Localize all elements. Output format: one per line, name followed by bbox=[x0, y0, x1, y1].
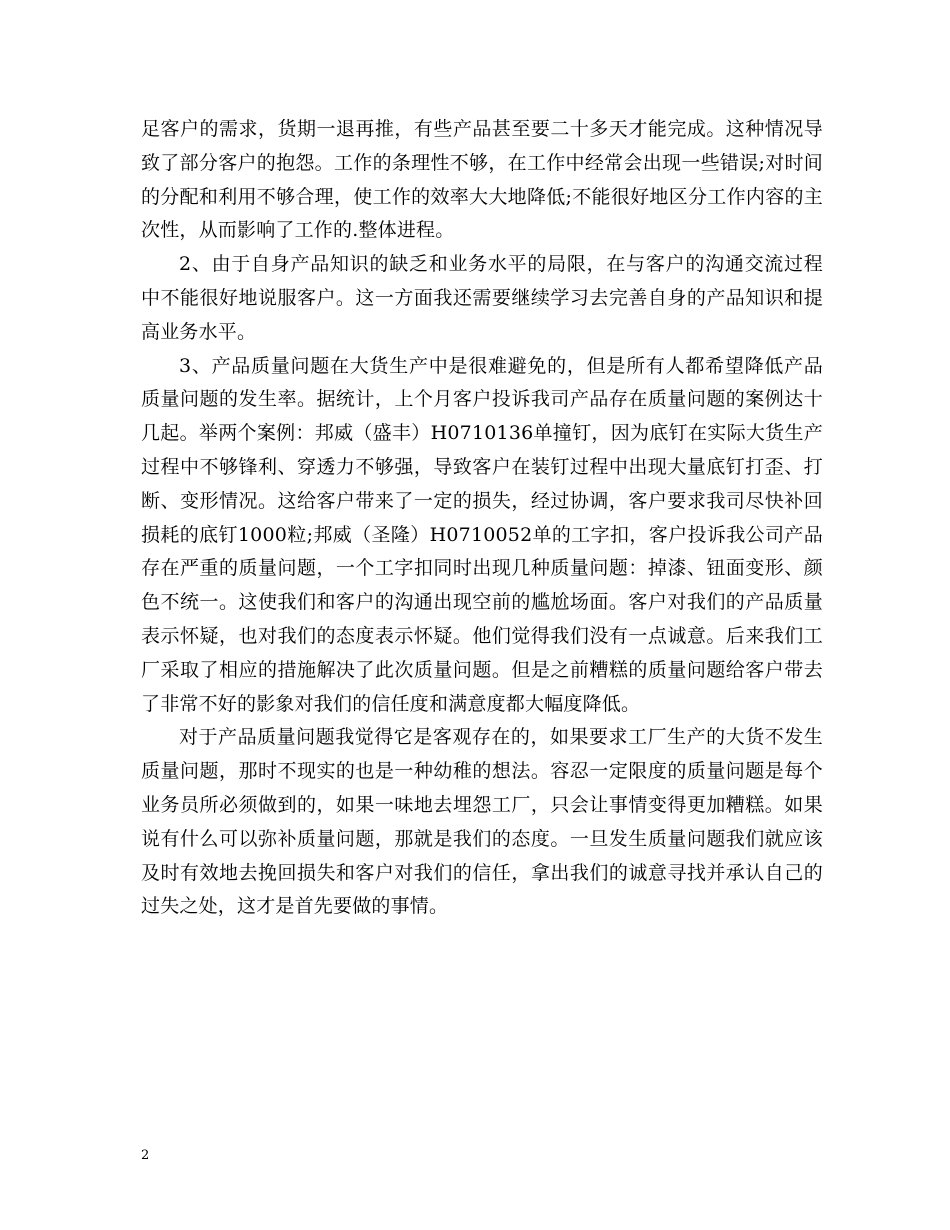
paragraph-continuation: 足客户的需求，货期一退再推，有些产品甚至要二十多天才能完成。这种情况导致了部分客户的抱怨。工作的条理性不够，在工作中经常会出现一些错误;对时间的分配和利用不够合理，使工作的效率大大地降低;不能很好地区分工作内容的主次性，从而影响了工作的.整体进程。 bbox=[141, 118, 823, 242]
paragraph-item-2: 2、由于自身产品知识的缺乏和业务水平的局限，在与客户的沟通交流过程中不能很好地说服客户。这一方面我还需要继续学习去完善自身的产品知识和提高业务水平。 bbox=[141, 253, 823, 343]
body-text bbox=[141, 113, 823, 924]
paragraph-item-3: 3、产品质量问题在大货生产中是很难避免的，但是所有人都希望降低产品质量问题的发生率。据统计，上个月客户投诉我司产品存在质量问题的案例达十几起。举两个案例：邦威（盛丰）H0710136单撞钉，因为底钉在实际大货生产过程中不够锋利、穿透力不够强，导致客户在装钉过程中出现大量底钉打歪、打断、变形情况。这给客户带来了一定的损失，经过协调，客户要求我司尽快补回损耗的底钉1000粒;邦威（圣隆）H0710052单的工字扣，客户投诉我公司产品存在严重的质量问题，一个工字扣同时出现几种质量问题：掉漆、钮面变形、颜色不统一。这使我们和客户的沟通出现空前的尴尬场面。客户对我们的产品质量表示怀疑，也对我们的态度表示怀疑。他们觉得我们没有一点诚意。后来我们工厂采取了相应的措施解决了此次质量问题。但是之前糟糕的质量问题给客户带去了非常不好的影象对我们的信任度和满意度都大幅度降低。 bbox=[141, 354, 823, 715]
page-number: 2 bbox=[141, 1148, 150, 1163]
paragraph-quality-opinion: 对于产品质量问题我觉得它是客观存在的，如果要求工厂生产的大货不发生质量问题，那时不现实的也是一种幼稚的想法。容忍一定限度的质量问题是每个业务员所必须做到的，如果一味地去埋怨工厂，只会让事情变得更加糟糕。如果说有什么可以弥补质量问题，那就是我们的态度。一旦发生质量问题我们就应该及时有效地去挽回损失和客户对我们的信任，拿出我们的诚意寻找并承认自己的过失之处，这才是首先要做的事情。 bbox=[141, 726, 823, 918]
